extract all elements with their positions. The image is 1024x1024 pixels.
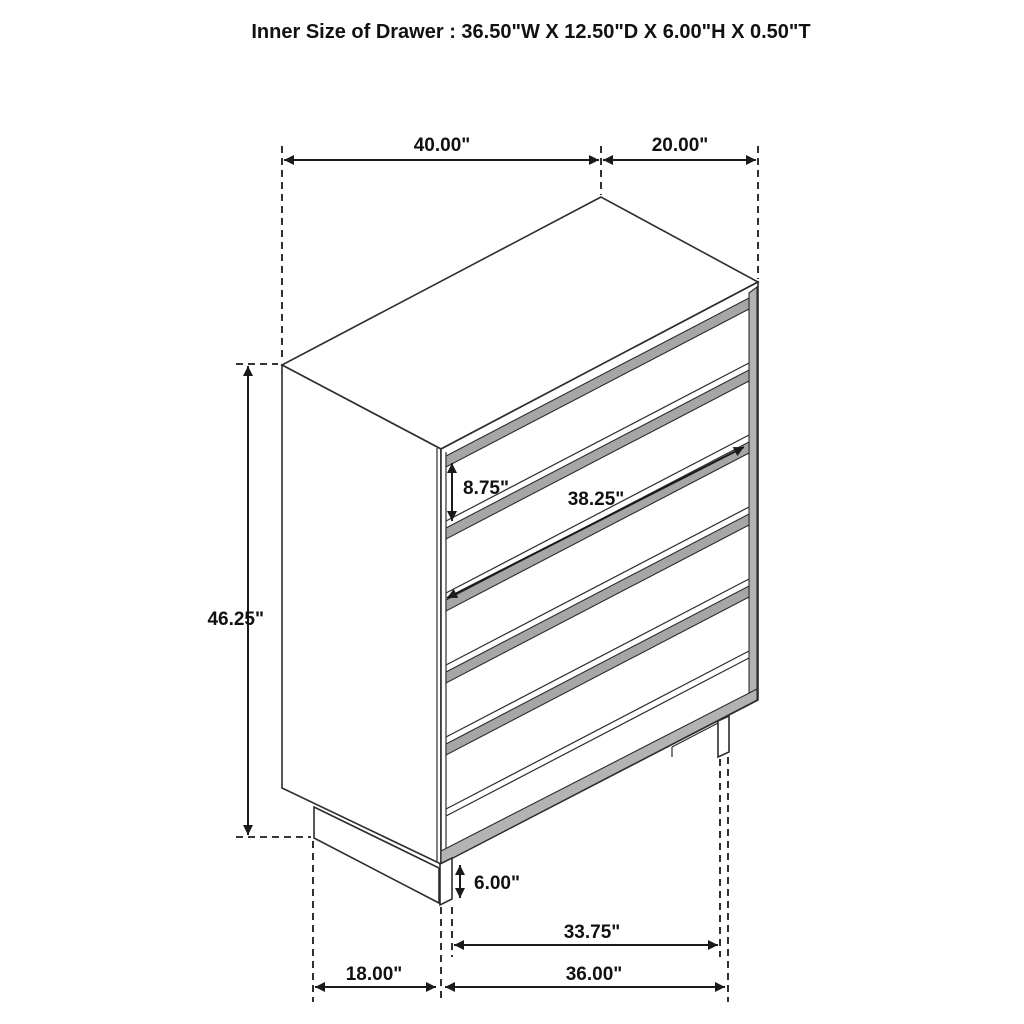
front-right-frame-strip	[749, 287, 757, 694]
label-side-leg-span: 18.00"	[345, 964, 403, 985]
front-right-leg	[718, 716, 729, 757]
label-base-height: 6.00"	[474, 873, 520, 894]
diagram-title: Inner Size of Drawer : 36.50"W X 12.50"D X 6.00"H X 0.50"T	[251, 21, 811, 43]
cabinet-side-face	[282, 365, 441, 864]
label-top-width: 40.00"	[413, 135, 471, 156]
label-front-leg-span: 36.00"	[565, 964, 623, 985]
label-overall-height: 46.25"	[207, 609, 264, 630]
cabinet-drawing	[282, 197, 758, 905]
label-top-depth: 20.00"	[651, 135, 709, 156]
label-drawer-face-height: 8.75"	[463, 478, 509, 499]
label-front-diagonal: 38.25"	[567, 489, 625, 510]
label-inner-leg-span: 33.75"	[563, 922, 621, 943]
front-left-leg	[440, 858, 452, 905]
